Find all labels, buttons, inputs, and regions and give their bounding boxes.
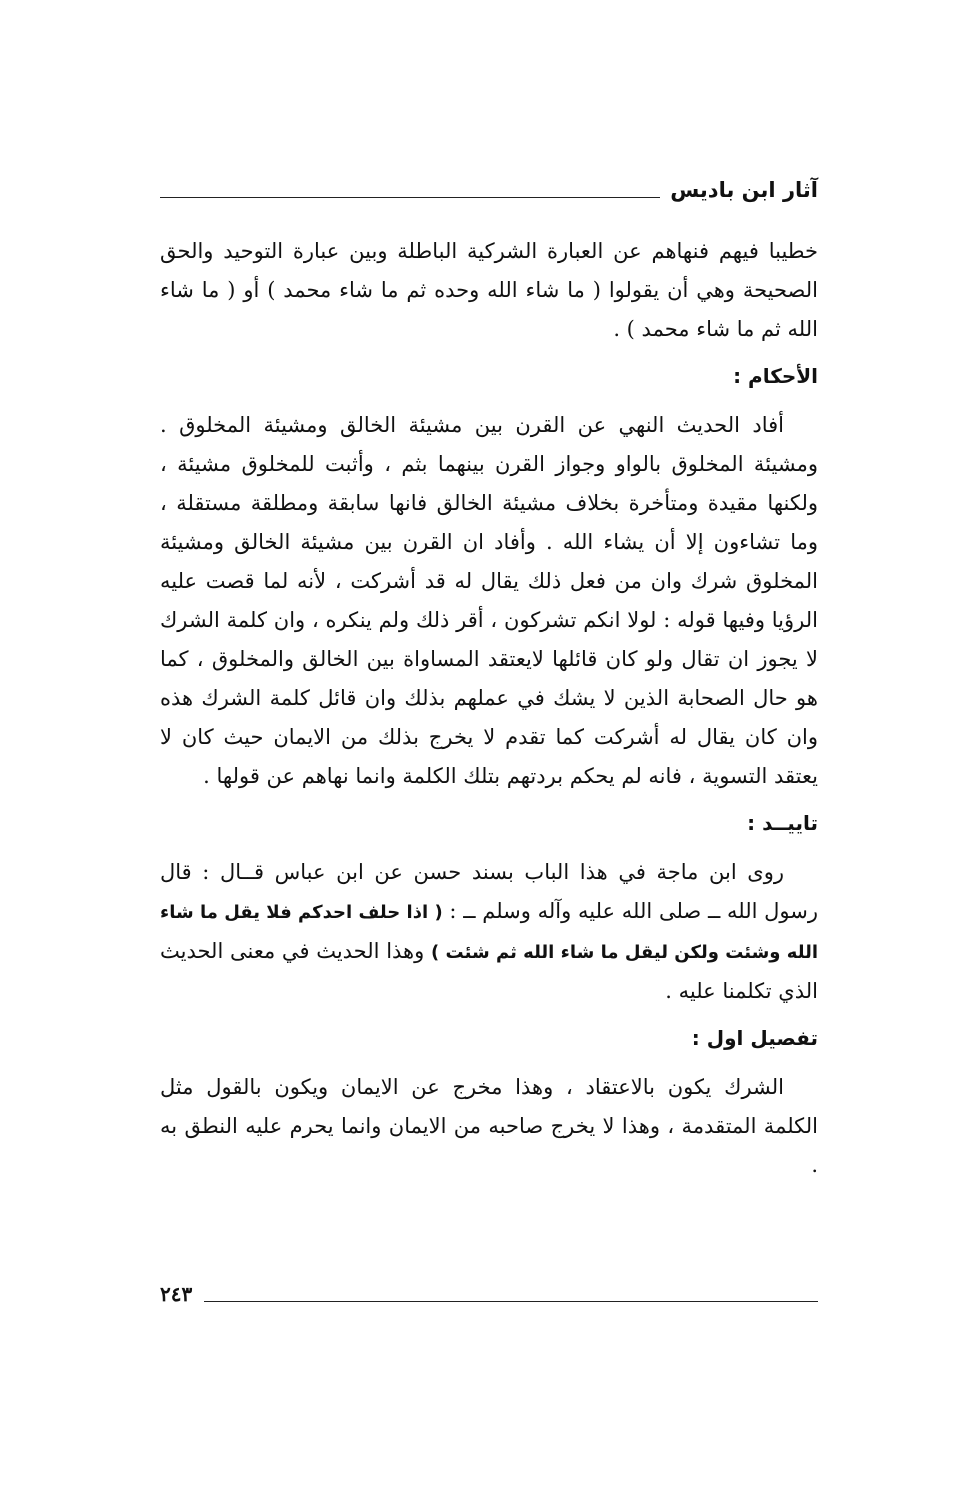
footer-rule xyxy=(204,1301,818,1302)
book-title: آثار ابن باديس xyxy=(670,178,818,202)
heading-ahkam: الأحكام : xyxy=(733,364,818,388)
ahkam-paragraph: أفاد الحديث النهي عن القرن بين مشيئة الخالق ومشيئة المخلوق . ومشيئة المخلوق بالواو وجواز القرن بينهما بثم ، وأثبت للمخلوق مشيئة ، ولكنها مقيدة ومتأخرة بخلاف مشيئة الخالق فانها سابقة ومطلقة مستقلة ، وما تشاءون إلا أن يشاء الله . وأفاد ان القرن بين مشيئة الخالق ومشيئة المخلوق شرك وان من فعل ذلك يقال له قد أشركت ، لأنه لما قصت عليه الرؤيا وفيها قوله : لولا انكم تشركون ، أقر ذلك ولم ينكره ، وان كلمة الشرك لا يجوز ان تقال ولو كان قائلها لايعتقد المساواة بين الخالق والمخلوق ، كما هو حال الصحابة الذين لا يشك في عملهم بذلك وان قائل كلمة الشرك هذه وان كان يقال له أشركت كما تقدم لا يخرج بذلك من الايمان حيث كان لا يعتقد التسوية ، فانه لم يحكم بردتهم بتلك الكلمة وانما نهاهم عن قولها . xyxy=(160,413,818,788)
body-text xyxy=(160,232,818,1194)
page-footer xyxy=(160,1276,818,1306)
tayid-text-before: روى ابن ماجة في هذا الباب بسند حسن عن ابن عباس قــال : قال رسول الله ــ صلى الله عليه وآله وسلم ــ : xyxy=(160,860,818,923)
page-number: ٢٤٣ xyxy=(160,1282,193,1306)
tayid-text-after: وهذا الحديث في معنى الحديث الذي تكلمنا عليه . xyxy=(160,939,818,1003)
running-header xyxy=(160,168,818,202)
heading-tafsil: تفصيل اول : xyxy=(691,1026,818,1050)
heading-tayid: تاييــد : xyxy=(747,811,818,835)
header-rule xyxy=(160,197,660,198)
intro-paragraph: خطيبا فيهم فنهاهم عن العبارة الشركية الباطلة وبين عبارة التوحيد والحق الصحيحة وهي أن يقولوا ( ما شاء الله وحده ثم ما شاء محمد ) أو ( ما شاء الله ثم ما شاء محمد ) . xyxy=(160,239,818,341)
tafsil-paragraph: الشرك يكون بالاعتقاد ، وهذا مخرج عن الايمان ويكون بالقول مثل الكلمة المتقدمة ، وهذا لا يخرج صاحبه من الايمان وانما يحرم عليه النطق به . xyxy=(160,1075,818,1177)
hadith-quote: ( اذا حلف احدكم فلا يقل ما شاء الله وشئت ولكن ليقل ما شاء الله ثم شئت ) xyxy=(160,902,819,963)
tayid-paragraph xyxy=(160,853,818,1011)
